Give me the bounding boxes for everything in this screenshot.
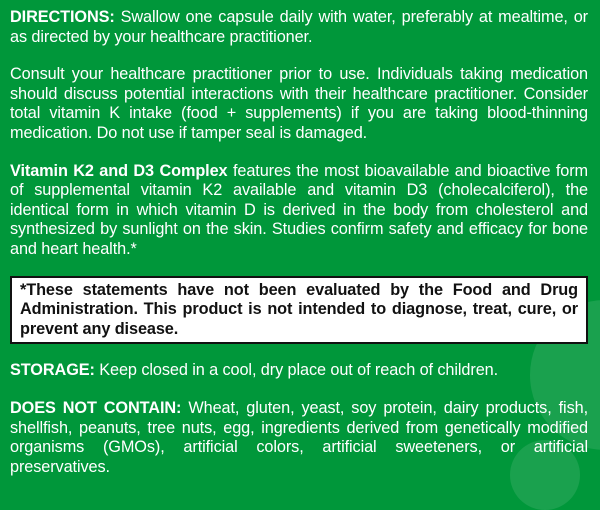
vitamin-text: features the most bioavailable and bioactive form of supplemental vitamin K2 available and vitamin D3 (cholecalciferol), the identical form in which vitamin D is derived in the body from cholesterol and synthesized by sunlight on the skin. Studies confirm safety and efficacy for bone and heart health.* [10,161,588,258]
storage-heading: STORAGE: [10,361,95,380]
storage-text: Keep closed in a cool, dry place out of reach of children. [94,361,499,380]
vitamin-description-paragraph [10,162,588,260]
does-not-contain-paragraph [10,399,588,477]
fda-disclaimer-box [10,276,588,345]
consult-paragraph: Consult your healthcare practitioner prior to use. Individuals taking medication should discuss potential interactions with their healthcare practitioner. Consider total vitamin K intake (food + supplements) if you are taking blood-thinning medication. Do not use if tamper seal is damaged. [10,65,588,142]
directions-paragraph [10,8,588,47]
does-not-contain-text: Wheat, gluten, yeast, soy protein, dairy products, fish, shellfish, peanuts, tree nuts, egg, ingredients derived from genetically modified organisms (GMOs), artificial colors, artificial sweeteners, or artificial preservatives. [10,398,588,476]
directions-text: Swallow one capsule daily with water, preferably at mealtime, or as directed by your healthcare practitioner. [10,8,588,46]
fda-disclaimer-text: *These statements have not been evaluated by the Food and Drug Administration. This product is not intended to diagnose, treat, cure, or prevent any disease. [20,280,578,338]
label-panel [10,8,588,477]
does-not-contain-heading: DOES NOT CONTAIN: [10,398,182,417]
directions-heading: DIRECTIONS: [10,8,115,26]
storage-paragraph [10,361,588,381]
vitamin-heading: Vitamin K2 and D3 Complex [10,161,228,180]
